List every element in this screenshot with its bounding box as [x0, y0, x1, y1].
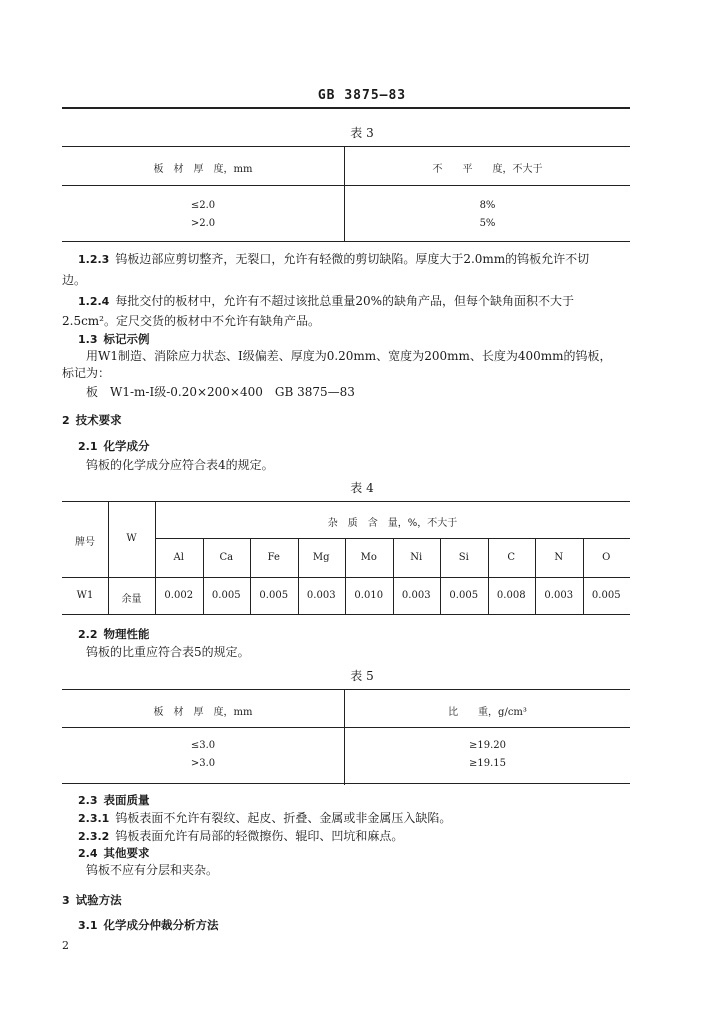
table4-caption: 表 4: [350, 481, 374, 495]
table4-w-header: W: [126, 533, 137, 544]
table3-bottom-rule: [62, 241, 630, 242]
table5-caption: 表 5: [350, 669, 374, 683]
clause-text: 钨板表面不允许有裂纹、起皮、折叠、金属或非金属压入缺陷。: [115, 811, 452, 825]
table4-bottom-rule: [62, 614, 630, 615]
table3-header-flatness: 不 平 度，不大于: [432, 164, 543, 175]
clause-number: 2.3.1: [78, 812, 110, 825]
table5-cell: ≤3.0: [190, 740, 216, 751]
table4-column-divider: [440, 538, 441, 614]
table4-element-header: Mg: [312, 552, 330, 563]
clause-text: 钨板边部应剪切整齐，无裂口，允许有轻微的剪切缺陷。厚度大于2.0mm的钨板允许不切: [115, 252, 590, 266]
table4-value-cell: 0.005: [259, 590, 289, 601]
table5-header-density: 比 重，g/cm³: [448, 707, 527, 718]
clause-title: 物理性能: [103, 627, 150, 641]
clause-number: 2.2: [78, 628, 98, 641]
clause-1-2-4: [78, 291, 574, 312]
clause-number: 1.3: [78, 333, 98, 346]
table4-column-divider: [583, 538, 584, 614]
table5-cell: >3.0: [190, 758, 216, 769]
table4-value-cell: 0.002: [164, 590, 194, 601]
table3-cell: >2.0: [190, 218, 216, 229]
clause-number: 2.3.2: [78, 830, 110, 843]
table4-element-header: N: [554, 552, 564, 563]
section-3-heading: [62, 890, 122, 911]
table4-element-header: Ca: [219, 552, 234, 563]
page-number: 2: [62, 939, 69, 952]
table4-column-divider: [203, 538, 204, 614]
clause-title: 化学成分: [103, 439, 150, 453]
header-rule: [62, 107, 630, 109]
section-title: 试验方法: [75, 893, 122, 907]
table4-element-header: Fe: [267, 552, 280, 563]
table3-header-rule: [62, 185, 630, 186]
table4-grade-cell: W1: [76, 590, 94, 601]
clause-1-3-text-cont: 标记为：: [62, 366, 111, 380]
table4-value-cell: 0.010: [354, 590, 384, 601]
table4-value-cell: 0.005: [449, 590, 479, 601]
table5-header-rule: [62, 727, 630, 728]
table5-bottom-rule: [62, 783, 630, 784]
table4-value-cell: 0.005: [211, 590, 241, 601]
table5-cell: ≥19.15: [468, 758, 506, 769]
table4-value-cell: 0.005: [591, 590, 621, 601]
clause-1-2-3-cont: 边。: [62, 273, 87, 287]
clause-number: 2.4: [78, 847, 98, 860]
table4-value-cell: 0.008: [496, 590, 526, 601]
table4-grade-header: 牌号: [75, 537, 95, 548]
table4-top-rule: [62, 501, 630, 502]
table4-value-cell: 0.003: [306, 590, 336, 601]
table3-cell: 8%: [479, 200, 496, 211]
clause-number: 2.1: [78, 440, 98, 453]
section-title: 技术要求: [75, 413, 122, 427]
clause-2-4-text: 钨板不应有分层和夹杂。: [86, 863, 219, 877]
table3-top-rule: [62, 146, 630, 147]
table4-column-divider: [535, 538, 536, 614]
clause-1-2-3: [78, 249, 589, 270]
table4-element-header: Mo: [360, 552, 377, 563]
table4-element-header: C: [507, 552, 516, 563]
table4-header-rule: [62, 577, 630, 578]
table4-column-divider: [345, 538, 346, 614]
table4-element-header: Ni: [410, 552, 423, 563]
table5-cell: ≥19.20: [468, 740, 506, 751]
table4-element-header: Si: [458, 552, 469, 563]
table3-cell: ≤2.0: [190, 200, 216, 211]
table4-element-header: Al: [173, 552, 184, 563]
table4-value-cell: 0.003: [401, 590, 431, 601]
table3-caption: 表 3: [350, 126, 374, 140]
clause-number: 3.1: [78, 919, 98, 932]
section-2-heading: [62, 410, 122, 431]
table4-column-divider: [250, 538, 251, 614]
table4-column-divider: [393, 538, 394, 614]
clause-title: 化学成分仲裁分析方法: [103, 918, 219, 932]
table5-header-thickness: 板 材 厚 度，mm: [153, 707, 253, 718]
table4-impurity-header: 杂 质 含 量，%，不大于: [327, 518, 458, 529]
clause-number: 1.2.3: [78, 253, 110, 266]
table5-top-rule: [62, 689, 630, 690]
clause-number: 1.2.4: [78, 295, 110, 308]
clause-number: 2.3: [78, 794, 98, 807]
clause-title: 表面质量: [103, 793, 150, 807]
clause-text: 每批交付的板材中，允许有不超过该批总重量20%的缺角产品，但每个缺角面积不大于: [115, 294, 575, 308]
table3-cell: 5%: [479, 218, 496, 229]
table3-header-thickness: 板 材 厚 度，mm: [153, 164, 253, 175]
section-number: 3: [62, 894, 70, 907]
clause-title: 标记示例: [103, 332, 150, 346]
table4-element-header: O: [602, 552, 611, 563]
table4-value-cell: 0.003: [544, 590, 574, 601]
section-number: 2: [62, 414, 70, 427]
clause-text: 钨板表面允许有局部的轻微擦伤、辊印、凹坑和麻点。: [115, 829, 404, 843]
clause-1-3-text: 用W1制造、消除应力状态、I级偏差、厚度为0.20mm、宽度为200mm、长度为400mm的钨板，: [86, 349, 612, 363]
clause-title: 其他要求: [103, 846, 150, 860]
clause-2-2-text: 钨板的比重应符合表5的规定。: [86, 645, 250, 659]
table4-column-divider: [298, 538, 299, 614]
clause-2-1-heading: [78, 436, 150, 457]
clause-1-2-4-cont: 2.5cm²。定尺交货的板材中不允许有缺角产品。: [62, 314, 320, 328]
table4-column-divider: [488, 538, 489, 614]
clause-3-1-heading: [78, 915, 219, 936]
standard-number-header: GB 3875—83: [317, 88, 407, 103]
clause-2-1-text: 钨板的化学成分应符合表4的规定。: [86, 458, 274, 472]
table4-w-cell: 余量: [121, 594, 142, 605]
marking-example: 板 W1-m-I级-0.20×200×400 GB 3875—83: [86, 385, 355, 399]
